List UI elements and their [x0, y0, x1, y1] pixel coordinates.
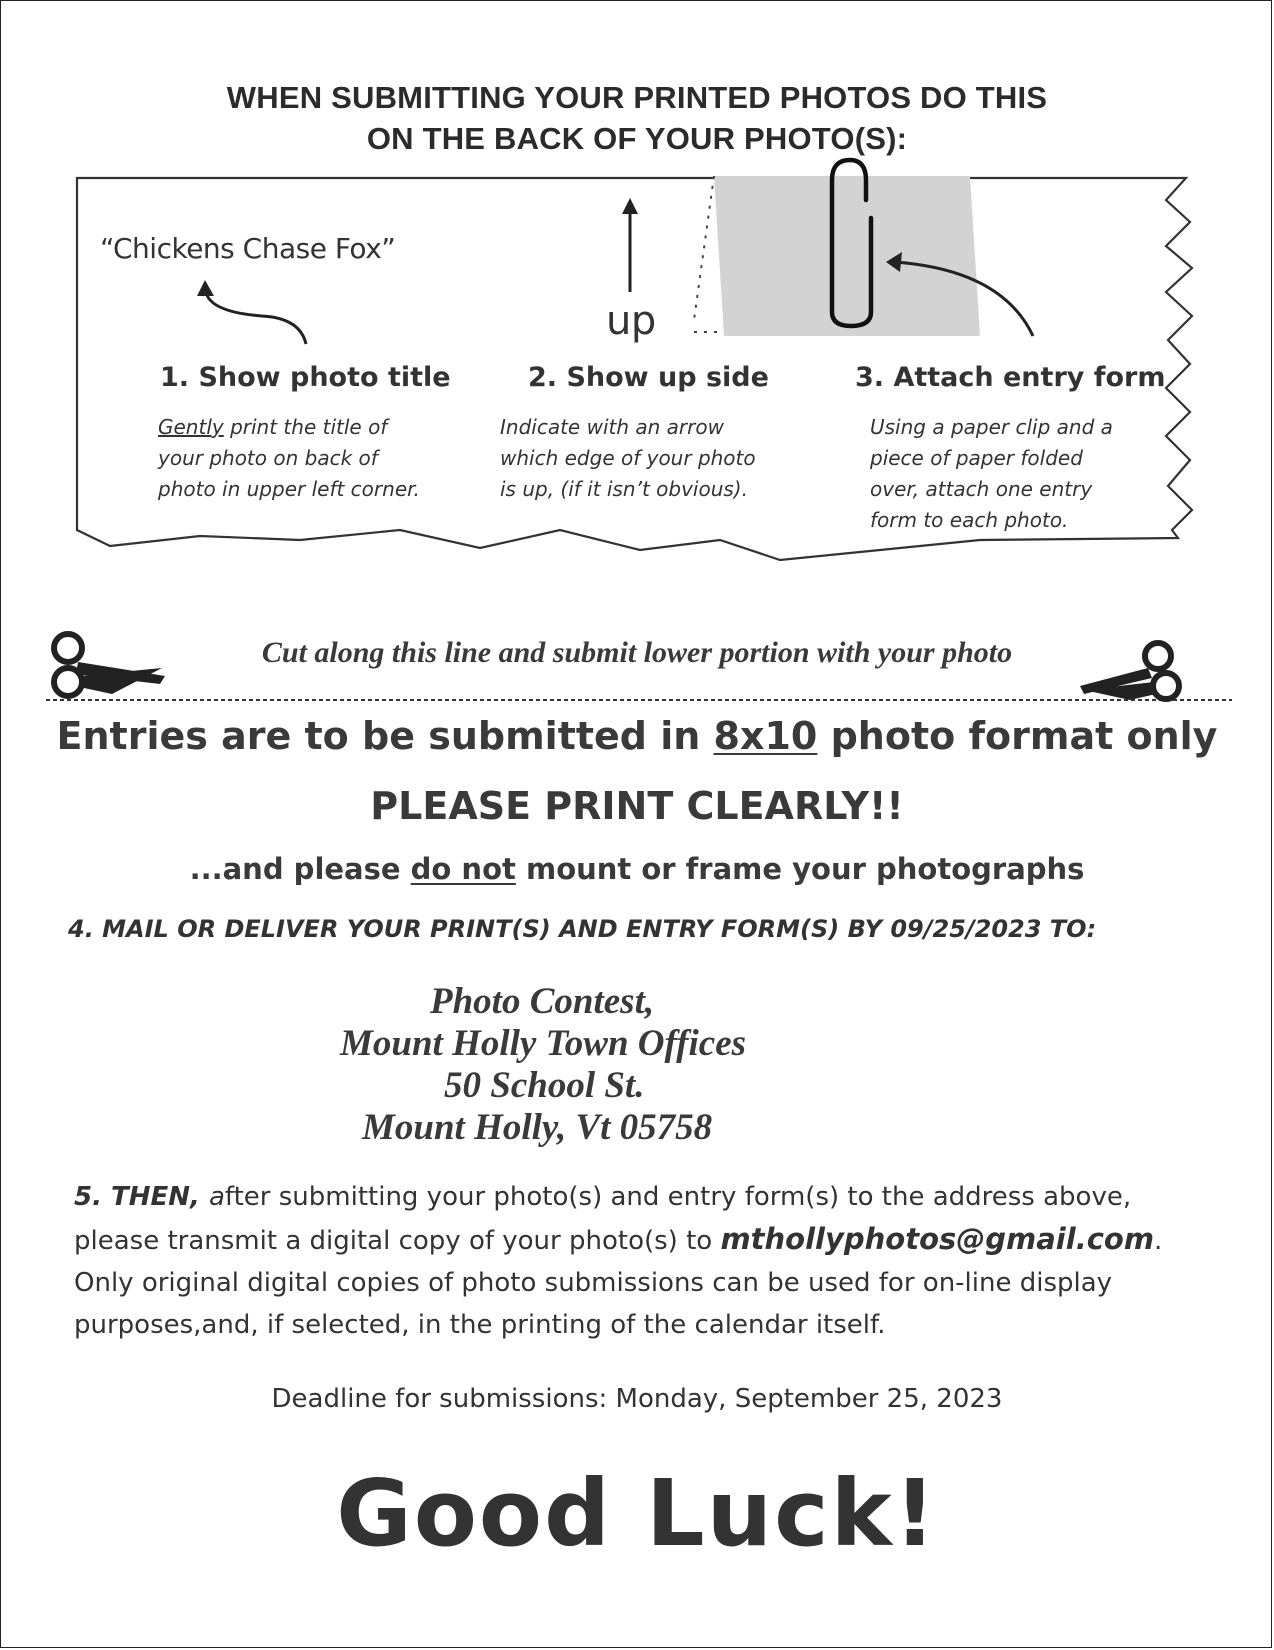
deadline-text: Deadline for submissions: Monday, September 25, 2023: [271, 1384, 1003, 1414]
header-line-1: WHEN SUBMITTING YOUR PRINTED PHOTOS DO THIS: [226, 80, 1048, 115]
step-1-description: Gently print the title of your photo on back of photo in upper left corner.: [158, 415, 420, 501]
header-line-2: ON THE BACK OF YOUR PHOTO(S):: [366, 121, 908, 156]
step-3-title: 3. Attach entry form: [855, 362, 1166, 393]
sample-photo-title: “Chickens Chase Fox”: [100, 232, 396, 265]
step-1-title: 1. Show photo title: [160, 362, 451, 393]
step-3-description: Using a paper clip and a piece of paper folded over, attach one entry form to each photo.: [870, 415, 1113, 532]
contest-email: mthollyphotos@gmail.com: [720, 1222, 1155, 1256]
scissors-right-icon: [1080, 643, 1179, 700]
do-not-emphasis: do not: [410, 852, 516, 886]
address-line-4: Mount Holly, Vt 05758: [362, 1107, 713, 1148]
digital-submission-instructions: 5. THEN, after submitting your photo(s) and entry form(s) to the address above, please transmit a digital copy of your photo(s) to mthollyphotos@gmail.com. Only original digital copies of photo submissions can be used for on-line display purposes,and, if selected, in the printing of the calendar itself.: [74, 1182, 1163, 1340]
cut-line-text: Cut along this line and submit lower portion with your photo: [261, 636, 1013, 669]
good-luck-heading: Good Luck!: [336, 1460, 938, 1567]
cut-line-graphics: [0, 0, 1274, 720]
no-mount-notice: ...and please do not mount or frame your photographs: [189, 852, 1085, 886]
address-line-3: 50 School St.: [444, 1065, 645, 1106]
then-lead: 5. THEN,: [74, 1182, 209, 1212]
step-2-title: 2. Show up side: [528, 362, 769, 393]
scissors-left-icon: [54, 634, 165, 696]
step-2-description: Indicate with an arrow which edge of your photo is up, (if it isn’t obvious).: [500, 415, 756, 501]
format-requirement: Entries are to be submitted in 8x10 photo format only: [56, 714, 1218, 758]
address-line-2: Mount Holly Town Offices: [340, 1023, 747, 1064]
mail-instruction: 4. MAIL OR DELIVER YOUR PRINT(S) AND ENTRY FORM(S) BY 09/25/2023 TO:: [68, 915, 1097, 943]
print-clearly-notice: PLEASE PRINT CLEARLY!!: [370, 784, 904, 828]
format-size: 8x10: [713, 714, 818, 758]
up-label: up: [606, 298, 656, 344]
address-line-1: Photo Contest,: [430, 981, 655, 1022]
step-1-emphasis: Gently: [158, 415, 224, 439]
